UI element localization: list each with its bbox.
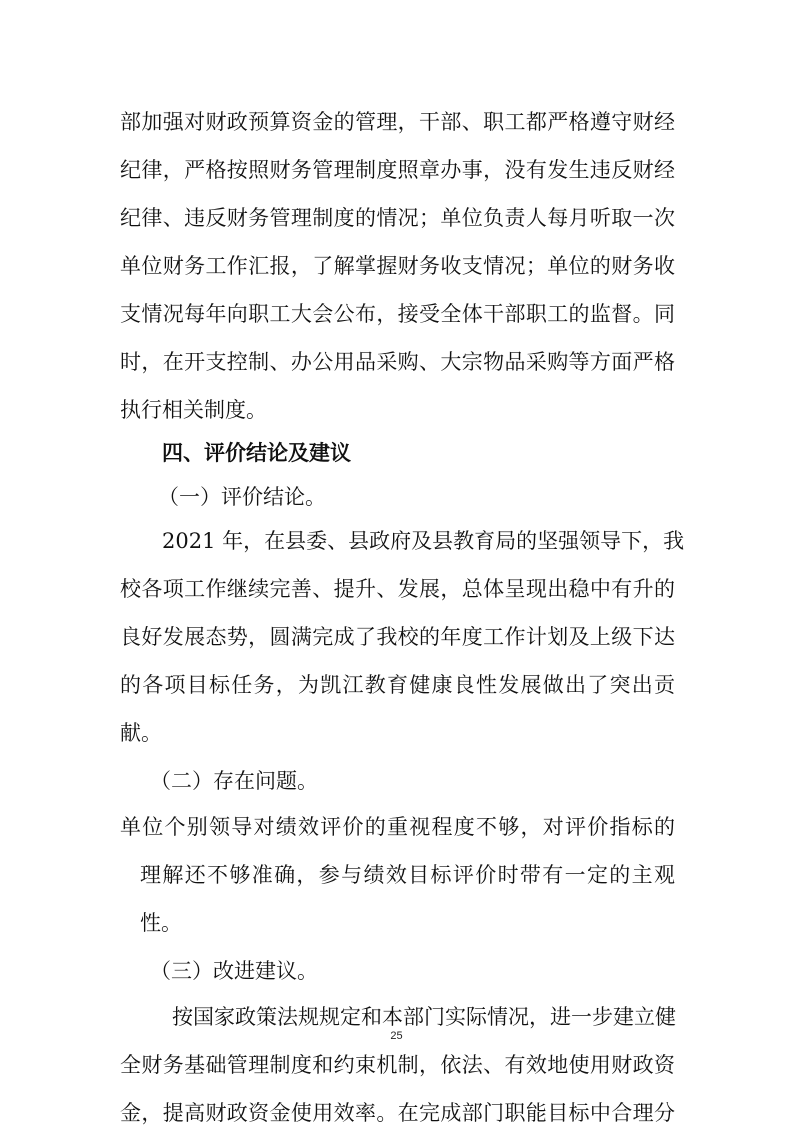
paragraph-line: 单位个别领导对绩效评价的重视程度不够，对评价指标的 (120, 815, 675, 839)
paragraph-line: 部加强对财政预算资金的管理，干部、职工都严格遵守财经 (120, 110, 675, 134)
paragraph-line: 纪律、违反财务管理制度的情况；单位负责人每月听取一次 (120, 206, 675, 230)
paragraph-line: 执行相关制度。 (120, 398, 267, 422)
paragraph-line: 按国家政策法规规定和本部门实际情况，进一步建立健 (172, 1005, 676, 1029)
paragraph-line: 校各项工作继续完善、提升、发展，总体呈现出稳中有升的 (120, 577, 675, 601)
paragraph-line: 献。 (120, 721, 162, 745)
paragraph-line: 理解还不够准确，参与绩效目标评价时带有一定的主观 (140, 863, 675, 887)
paragraph-line: 良好发展态势，圆满完成了我校的年度工作计划及上级下达 (120, 625, 675, 649)
paragraph-line: 时，在开支控制、办公用品采购、大宗物品采购等方面严格 (120, 350, 675, 374)
paragraph-line: 的各项目标任务，为凯江教育健康良性发展做出了突出贡 (120, 673, 675, 697)
subsection-heading: （三）改进建议。 (150, 959, 318, 983)
page-number: 25 (390, 1030, 403, 1042)
subsection-heading: （二）存在问题。 (150, 769, 318, 793)
paragraph-line: 2021 年，在县委、县政府及县教育局的坚强领导下，我 (162, 529, 685, 553)
section-heading: 四、评价结论及建议 (162, 441, 351, 465)
paragraph-line: 单位财务工作汇报，了解掌握财务收支情况；单位的财务收 (120, 254, 675, 278)
subsection-heading: （一）评价结论。 (158, 485, 326, 509)
paragraph-line: 纪律，严格按照财务管理制度照章办事，没有发生违反财经 (120, 158, 675, 182)
paragraph-line: 性。 (140, 911, 182, 935)
paragraph-line: 金，提高财政资金使用效率。在完成部门职能目标中合理分 (120, 1101, 675, 1125)
paragraph-line: 全财务基础管理制度和约束机制，依法、有效地使用财政资 (120, 1053, 675, 1077)
paragraph-line: 支情况每年向职工大会公布，接受全体干部职工的监督。同 (120, 302, 675, 326)
